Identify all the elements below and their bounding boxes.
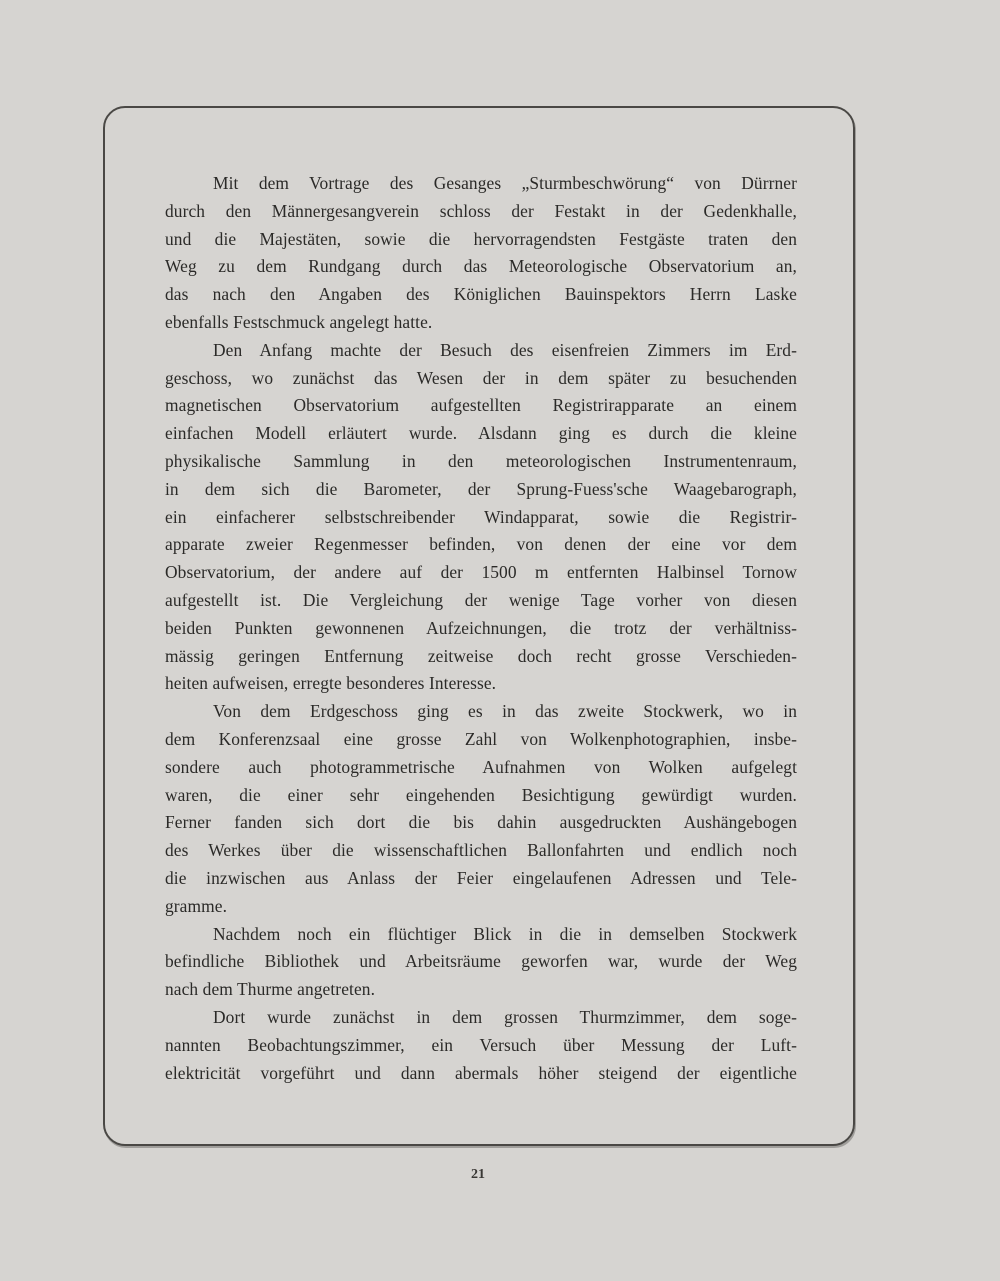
text-line: Ferner fanden sich dort die bis dahin ausgedruckten Aushängebogen	[165, 812, 797, 833]
text-line: Observatorium, der andere auf der 1500 m entfernten Halbinsel Tornow	[165, 562, 797, 583]
text-line: befindliche Bibliothek und Arbeitsräume geworfen war, wurde der Weg	[165, 951, 797, 972]
text-line: beiden Punkten gewonnenen Aufzeichnungen, die trotz der verhältniss-	[165, 617, 797, 638]
text-line: elektricität vorgeführt und dann abermals höher steigend der eigentliche	[165, 1062, 797, 1083]
text-line: ein einfacherer selbstschreibender Windapparat, sowie die Registrir-	[165, 506, 797, 527]
text-line: heiten aufweisen, erregte besonderes Interesse.	[165, 673, 497, 694]
text-line: aufgestellt ist. Die Vergleichung der wenige Tage vorher von diesen	[165, 589, 797, 610]
text-line: nannten Beobachtungszimmer, ein Versuch über Messung der Luft-	[165, 1034, 797, 1055]
text-line: magnetischen Observatorium aufgestellten Registrirapparate an einem	[165, 395, 797, 416]
text-line: Von dem Erdgeschoss ging es in das zweite Stockwerk, wo in	[213, 701, 797, 722]
text-line: das nach den Angaben des Königlichen Bauinspektors Herrn Laske	[165, 284, 797, 305]
text-line: Mit dem Vortrage des Gesanges „Sturmbeschwörung“ von Dürrner	[213, 173, 797, 193]
text-line: ebenfalls Festschmuck angelegt hatte.	[165, 311, 433, 332]
text-line: einfachen Modell erläutert wurde. Alsdann ging es durch die kleine	[165, 423, 797, 444]
text-line: in dem sich die Barometer, der Sprung-Fuess'sche Waagebarograph,	[165, 478, 797, 499]
text-line: durch den Männergesangverein schloss der Festakt in der Gedenkhalle,	[165, 200, 797, 221]
text-line: mässig geringen Entfernung zeitweise doch recht grosse Verschieden-	[165, 645, 797, 666]
text-line: gramme.	[165, 895, 228, 916]
text-line: des Werkes über die wissenschaftlichen Ballonfahrten und endlich noch	[165, 840, 797, 861]
text-line: und die Majestäten, sowie die hervorragendsten Festgäste traten den	[165, 228, 797, 249]
text-line: Nachdem noch ein flüchtiger Blick in die in demselben Stockwerk	[213, 923, 797, 944]
text-line: waren, die einer sehr eingehenden Besichtigung gewürdigt wurden.	[165, 784, 797, 805]
text-line: sondere auch photogrammetrische Aufnahmen von Wolken aufgelegt	[165, 756, 797, 777]
text-line: nach dem Thurme angetreten.	[165, 979, 376, 1000]
text-line: Weg zu dem Rundgang durch das Meteorologische Observatorium an,	[165, 256, 797, 277]
text-line: dem Konferenzsaal eine grosse Zahl von Wolkenphotographien, insbe-	[165, 728, 797, 749]
text-line: physikalische Sammlung in den meteorologischen Instrumentenraum,	[165, 450, 797, 471]
body-text	[165, 170, 797, 1087]
text-line: die inzwischen aus Anlass der Feier eingelaufenen Adressen und Tele-	[165, 867, 797, 888]
text-line: Dort wurde zunächst in dem grossen Thurmzimmer, dem soge-	[213, 1006, 797, 1027]
text-line: apparate zweier Regenmesser befinden, von denen der eine vor dem	[165, 534, 797, 555]
text-line: Den Anfang machte der Besuch des eisenfreien Zimmers im Erd-	[213, 339, 797, 360]
text-line: geschoss, wo zunächst das Wesen der in dem später zu besuchenden	[165, 367, 797, 388]
page-number: 21	[471, 1167, 485, 1182]
